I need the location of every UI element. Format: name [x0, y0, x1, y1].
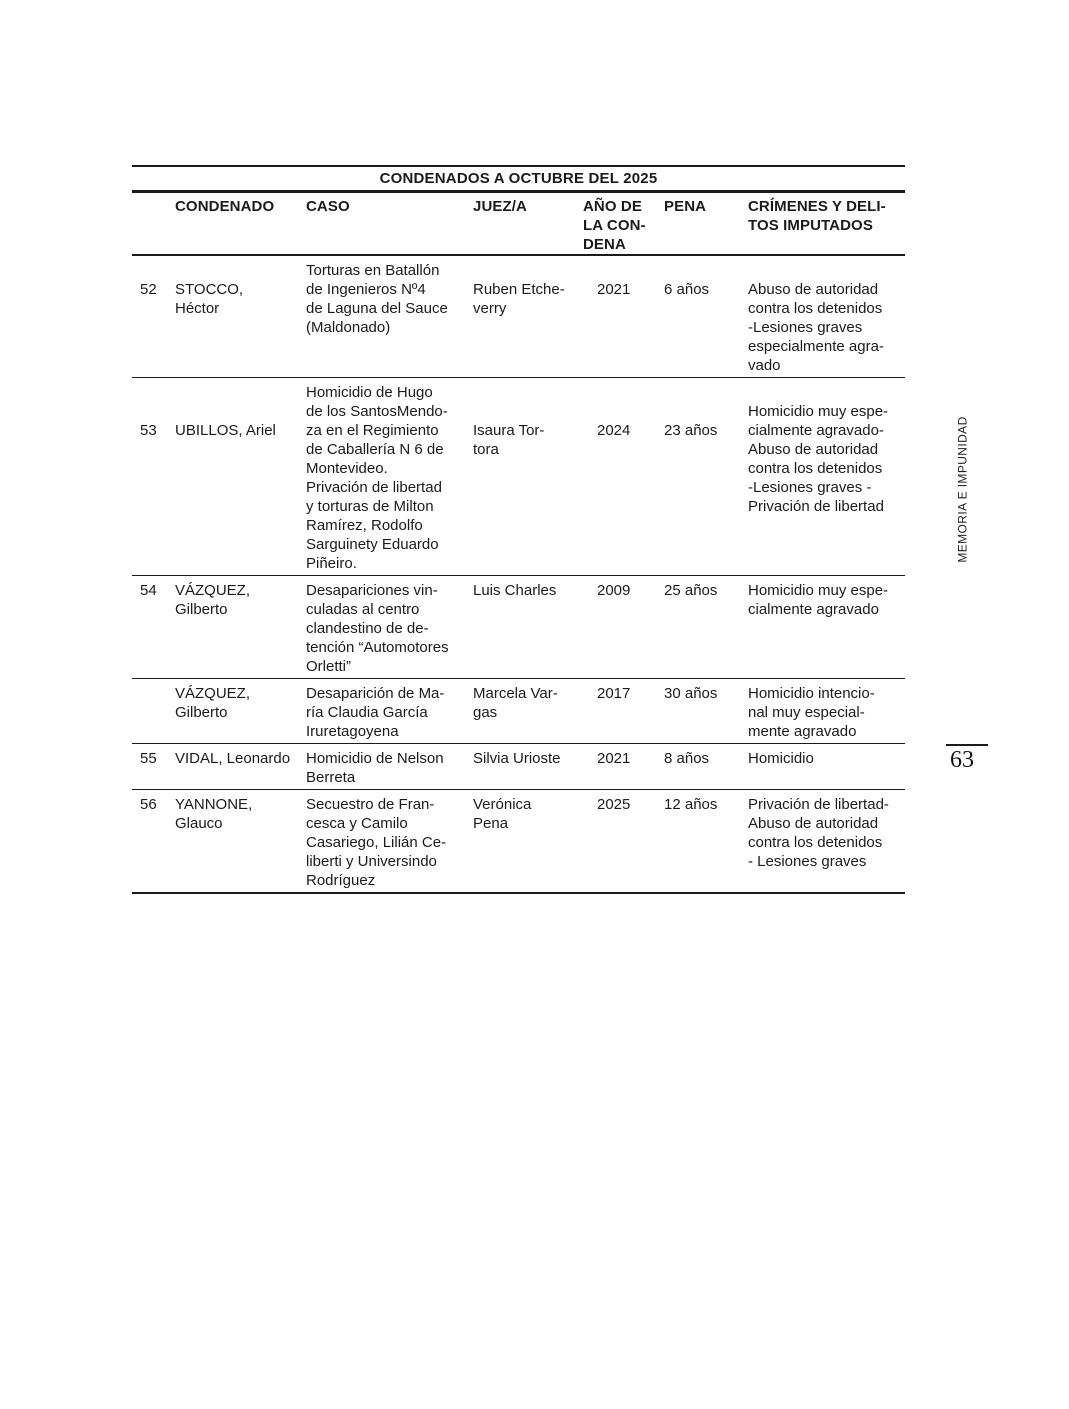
- cell-condenado: VIDAL, Leonardo: [175, 750, 291, 767]
- cell-crimenes: Homicidio intencio- nal muy especial- mente agravado: [748, 685, 875, 740]
- cell-num: 55: [140, 750, 157, 767]
- cell-num: 56: [140, 796, 157, 813]
- cell-pena: 25 años: [664, 582, 718, 599]
- table-row: [132, 679, 905, 744]
- cell-caso: Homicidio de Hugo de los SantosMendo- za en el Regimiento de Caballería N 6 de Montevideo. Privación de libertad y torturas de Milton Ramírez, Rodolfo Sarguinety Eduardo Piñeiro.: [306, 384, 448, 572]
- table-header-row: [132, 193, 905, 255]
- cell-num: [132, 679, 168, 744]
- cell-juez: Ruben Etche- verry: [473, 281, 565, 317]
- cell-num: 54: [140, 582, 157, 599]
- cell-pena: 8 años: [664, 750, 710, 767]
- page-number-block: [946, 744, 988, 775]
- margin-label: MEMORIA E IMPUNIDAD: [955, 416, 970, 563]
- cell-pena: 6 años: [664, 281, 710, 298]
- cell-crimenes: Privación de libertad- Abuso de autoridad contra los detenidos - Lesiones graves: [748, 796, 889, 870]
- cell-caso: Secuestro de Fran- cesca y Camilo Casariego, Lilián Ce- liberti y Universindo Rodríguez: [306, 796, 447, 889]
- column-header-num: [132, 193, 168, 255]
- column-header-pena: PENA: [664, 198, 707, 215]
- cell-caso: Desapariciones vin- culadas al centro clandestino de de- tención “Automotores Orletti”: [306, 582, 449, 675]
- cell-juez: Silvia Urioste: [473, 750, 561, 767]
- table-row: [132, 576, 905, 679]
- cell-pena: 30 años: [664, 685, 718, 702]
- cell-juez: Isaura Tor- tora: [473, 422, 545, 458]
- column-header-anio: AÑO DE LA CON- DENA: [583, 198, 646, 253]
- cell-condenado: VÁZQUEZ, Gilberto: [175, 582, 251, 618]
- cell-juez: Verónica Pena: [473, 796, 532, 832]
- page-number: 63: [950, 747, 974, 773]
- cell-juez: Luis Charles: [473, 582, 557, 599]
- cell-juez: Marcela Var- gas: [473, 685, 558, 721]
- table-row: [132, 378, 905, 576]
- cell-crimenes: Abuso de autoridad contra los detenidos -Lesiones graves especialmente agra- vado: [748, 281, 884, 374]
- cell-num: 52: [140, 281, 157, 298]
- table-row: [132, 255, 905, 378]
- column-header-condenado: CONDENADO: [175, 198, 275, 215]
- cell-condenado: VÁZQUEZ, Gilberto: [175, 685, 251, 721]
- condenados-table-grid: [132, 193, 905, 894]
- cell-condenado: UBILLOS, Ariel: [175, 422, 276, 439]
- cell-condenado: YANNONE, Glauco: [175, 796, 253, 832]
- cell-anio: 2017: [597, 685, 631, 702]
- column-header-caso: CASO: [306, 198, 350, 215]
- cell-crimenes: Homicidio: [748, 750, 814, 767]
- cell-anio: 2009: [597, 582, 631, 599]
- cell-crimenes: Homicidio muy espe- cialmente agravado: [748, 582, 889, 618]
- table-row: [132, 744, 905, 790]
- cell-anio: 2021: [597, 750, 631, 767]
- cell-crimenes: Homicidio muy espe- cialmente agravado- Abuso de autoridad contra los detenidos -Lesiones graves - Privación de libertad: [748, 403, 889, 515]
- cell-condenado: STOCCO, Héctor: [175, 281, 244, 317]
- cell-pena: 12 años: [664, 796, 718, 813]
- cell-anio: 2021: [597, 281, 631, 298]
- cell-caso: Desaparición de Ma- ría Claudia García Iruretagoyena: [306, 685, 445, 740]
- cell-caso: Homicidio de Nelson Berreta: [306, 750, 444, 786]
- cell-anio: 2024: [597, 422, 631, 439]
- table-row: [132, 790, 905, 894]
- column-header-juez: JUEZ/A: [473, 198, 527, 215]
- condenados-table: [132, 165, 905, 894]
- cell-pena: 23 años: [664, 422, 718, 439]
- cell-num: 53: [140, 422, 157, 439]
- cell-anio: 2025: [597, 796, 631, 813]
- table-title: CONDENADOS A OCTUBRE DEL 2025: [132, 165, 905, 193]
- column-header-crimenes: CRÍMENES Y DELI- TOS IMPUTADOS: [748, 198, 886, 234]
- cell-caso: Torturas en Batallón de Ingenieros Nº4 de Laguna del Sauce (Maldonado): [306, 262, 448, 336]
